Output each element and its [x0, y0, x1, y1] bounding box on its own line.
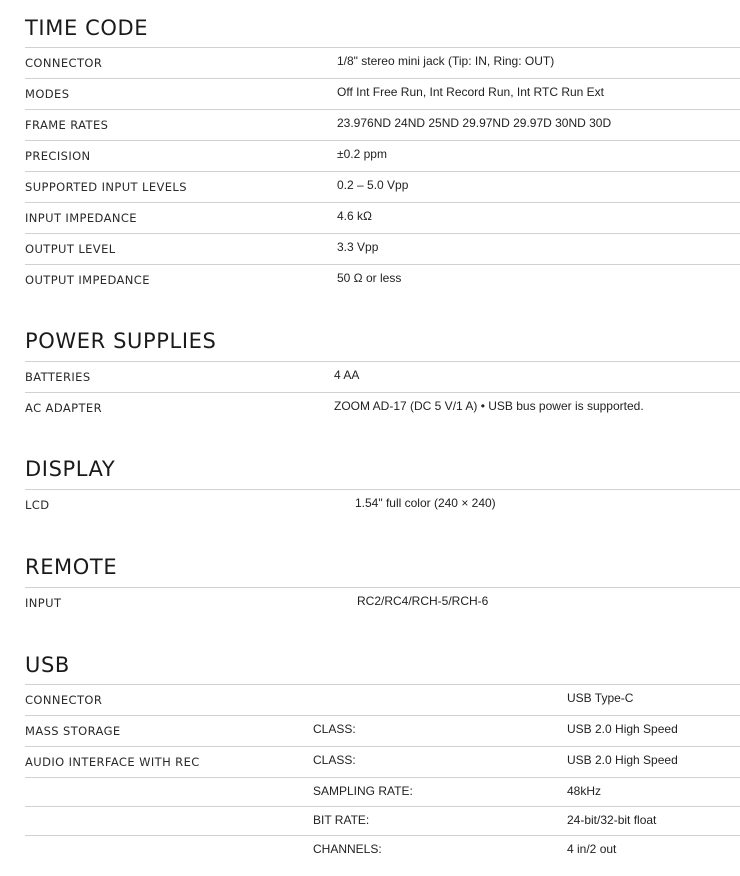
spec-label: MASS STORAGE: [25, 724, 121, 738]
remote-title: REMOTE: [25, 555, 118, 579]
spec-row-remote-input: [25, 587, 740, 618]
spec-label: INPUT IMPEDANCE: [25, 211, 137, 225]
spec-row-modes: [25, 78, 740, 109]
time-code-title: TIME CODE: [25, 16, 149, 40]
spec-value: 4 in/2 out: [567, 842, 617, 856]
spec-row-sampling-rate: [25, 777, 740, 806]
spec-row-frame-rates: [25, 109, 740, 140]
spec-label: AC ADAPTER: [25, 401, 102, 415]
spec-label: CONNECTOR: [25, 693, 103, 707]
spec-row-ac-adapter: [25, 392, 740, 423]
spec-value: USB Type-C: [567, 691, 634, 705]
spec-row-input-impedance: [25, 202, 740, 233]
spec-row-batteries: [25, 361, 740, 392]
spec-value: 50 Ω or less: [337, 271, 402, 285]
usb-title: USB: [25, 653, 70, 677]
spec-value: Off Int Free Run, Int Record Run, Int RTC Run Ext: [337, 85, 604, 99]
spec-value: USB 2.0 High Speed: [567, 753, 678, 767]
spec-row-connector: [25, 47, 740, 78]
spec-label: FRAME RATES: [25, 118, 109, 132]
spec-row-precision: [25, 140, 740, 171]
spec-label: AUDIO INTERFACE WITH REC: [25, 755, 200, 769]
spec-value: ZOOM AD-17 (DC 5 V/1 A) • USB bus power is supported.: [334, 399, 644, 413]
spec-row-lcd: [25, 489, 740, 520]
spec-row-supported-input-levels: [25, 171, 740, 202]
spec-label: MODES: [25, 87, 70, 101]
spec-value: 1/8" stereo mini jack (Tip: IN, Ring: OUT): [337, 54, 555, 68]
spec-value: USB 2.0 High Speed: [567, 722, 678, 736]
spec-row-bit-rate: [25, 806, 740, 835]
spec-label: CONNECTOR: [25, 56, 103, 70]
spec-label: OUTPUT IMPEDANCE: [25, 273, 150, 287]
spec-row-usb-connector: [25, 684, 740, 715]
spec-row-audio-interface: [25, 746, 740, 777]
spec-sublabel: CLASS:: [313, 722, 356, 736]
spec-value: 4.6 kΩ: [337, 209, 372, 223]
spec-label: SUPPORTED INPUT LEVELS: [25, 180, 187, 194]
spec-value: 4 AA: [334, 368, 360, 382]
spec-label: OUTPUT LEVEL: [25, 242, 116, 256]
spec-label: INPUT: [25, 596, 62, 610]
spec-value: ±0.2 ppm: [337, 147, 387, 161]
spec-sublabel: CHANNELS:: [313, 842, 382, 856]
spec-row-output-level: [25, 233, 740, 264]
spec-value: 3.3 Vpp: [337, 240, 379, 254]
spec-label: LCD: [25, 498, 50, 512]
spec-value: 1.54" full color (240 × 240): [355, 496, 496, 510]
spec-sublabel: SAMPLING RATE:: [313, 784, 413, 798]
display-title: DISPLAY: [25, 457, 116, 481]
spec-label: PRECISION: [25, 149, 91, 163]
spec-sublabel: BIT RATE:: [313, 813, 370, 827]
power-supplies-title: POWER SUPPLIES: [25, 329, 217, 353]
spec-value: 0.2 – 5.0 Vpp: [337, 178, 409, 192]
spec-value: 24-bit/32-bit float: [567, 813, 657, 827]
spec-sublabel: CLASS:: [313, 753, 356, 767]
spec-row-output-impedance: [25, 264, 740, 295]
spec-row-channels: [25, 835, 740, 864]
spec-value: RC2/RC4/RCH-5/RCH-6: [357, 594, 489, 608]
spec-value: 23.976ND 24ND 25ND 29.97ND 29.97D 30ND 30D: [337, 116, 612, 130]
spec-row-mass-storage: [25, 715, 740, 746]
spec-label: BATTERIES: [25, 370, 91, 384]
spec-value: 48kHz: [567, 784, 602, 798]
